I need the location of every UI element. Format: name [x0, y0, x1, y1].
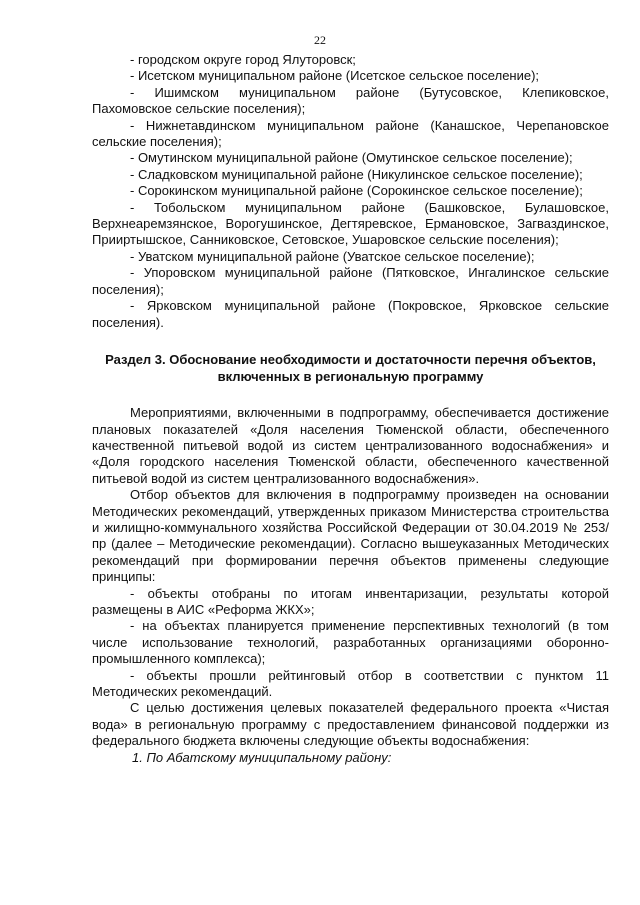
- list-item: - городском округе город Ялуторовск;: [130, 52, 356, 67]
- list-item: - Ишимском муниципальном районе (Бутусовское, Клепиковское, Пахомовское сельские поселения);: [92, 84, 609, 117]
- paragraph: Отбор объектов для включения в подпрограмму произведен на основании Методических рекомендаций, утвержденных приказом Министерства строительства и жилищно-коммунального хозяйства Российской Федерации от 30.04.2019 № 253/пр (далее – Методические рекомендации). Согласно вышеуказанных Методических рекомендаций при формировании перечня объектов применены следующие принципы:: [92, 487, 609, 585]
- list-item: - Нижнетавдинском муниципальном районе (Канашское, Черепановское сельские поселения);: [92, 117, 609, 150]
- paragraph: С целью достижения целевых показателей федерального проекта «Чистая вода» в региональную программу с предоставлением финансовой поддержки из федерального бюджета включены следующие объекты водоснабжения:: [92, 700, 609, 749]
- page-number: 22: [314, 33, 326, 47]
- paragraph: Мероприятиями, включенными в подпрограмму, обеспечивается достижение плановых показателей «Доля населения Тюменской области, обеспеченного качественной питьевой водой из систем централизованного водоснабжения» и «Доля городского населения Тюменской области, обеспеченного качественной питьевой водой из систем централизованного водоснабжения».: [92, 405, 609, 486]
- list-item: - Исетском муниципальном районе (Исетское сельское поселение);: [130, 68, 540, 84]
- list-item: - Сорокинском муниципальной районе (Сорокинское сельское поселение);: [130, 183, 583, 199]
- list-item: - Сладковском муниципальной районе (Никулинское сельское поселение);: [130, 166, 583, 182]
- list-item: - объекты прошли рейтинговый отбор в соответствии с пунктом 11 Методических рекомендаций.: [92, 667, 609, 699]
- list-item: - объекты отобраны по итогам инвентаризации, результаты которой размещены в АИС «Реформа ЖКХ»;: [92, 585, 609, 617]
- list-item: - на объектах планируется применение перспективных технологий (в том числе использование технологий, разработанных организациями оборонно-промышленного комплекса);: [92, 618, 609, 667]
- list-item: - Упоровском муниципальной районе (Пятковское, Ингалинское сельские поселения);: [92, 265, 609, 297]
- list-item: - Омутинском муниципальной районе (Омутинское сельское поселение);: [130, 150, 573, 166]
- list-item: - Уватском муниципальной районе (Уватское сельское поселение);: [130, 248, 535, 264]
- numbered-item: 1. По Абатскому муниципальному району:: [132, 749, 392, 765]
- document-body: [92, 52, 609, 766]
- section-heading: Раздел 3. Обоснование необходимости и достаточности перечня объектов, включенных в региональную программу: [105, 351, 596, 384]
- list-item: - Ярковском муниципальной районе (Покровское, Ярковское сельские поселения).: [92, 298, 609, 330]
- list-item: - Тобольском муниципальном районе (Башковское, Булашовское, Верхнеаремзянское, Ворогушинское, Дегтяревское, Ермановское, Загваздинское, Прииртышское, Санниковское, Сетовское, Ушаровское сельские поселения);: [92, 199, 609, 248]
